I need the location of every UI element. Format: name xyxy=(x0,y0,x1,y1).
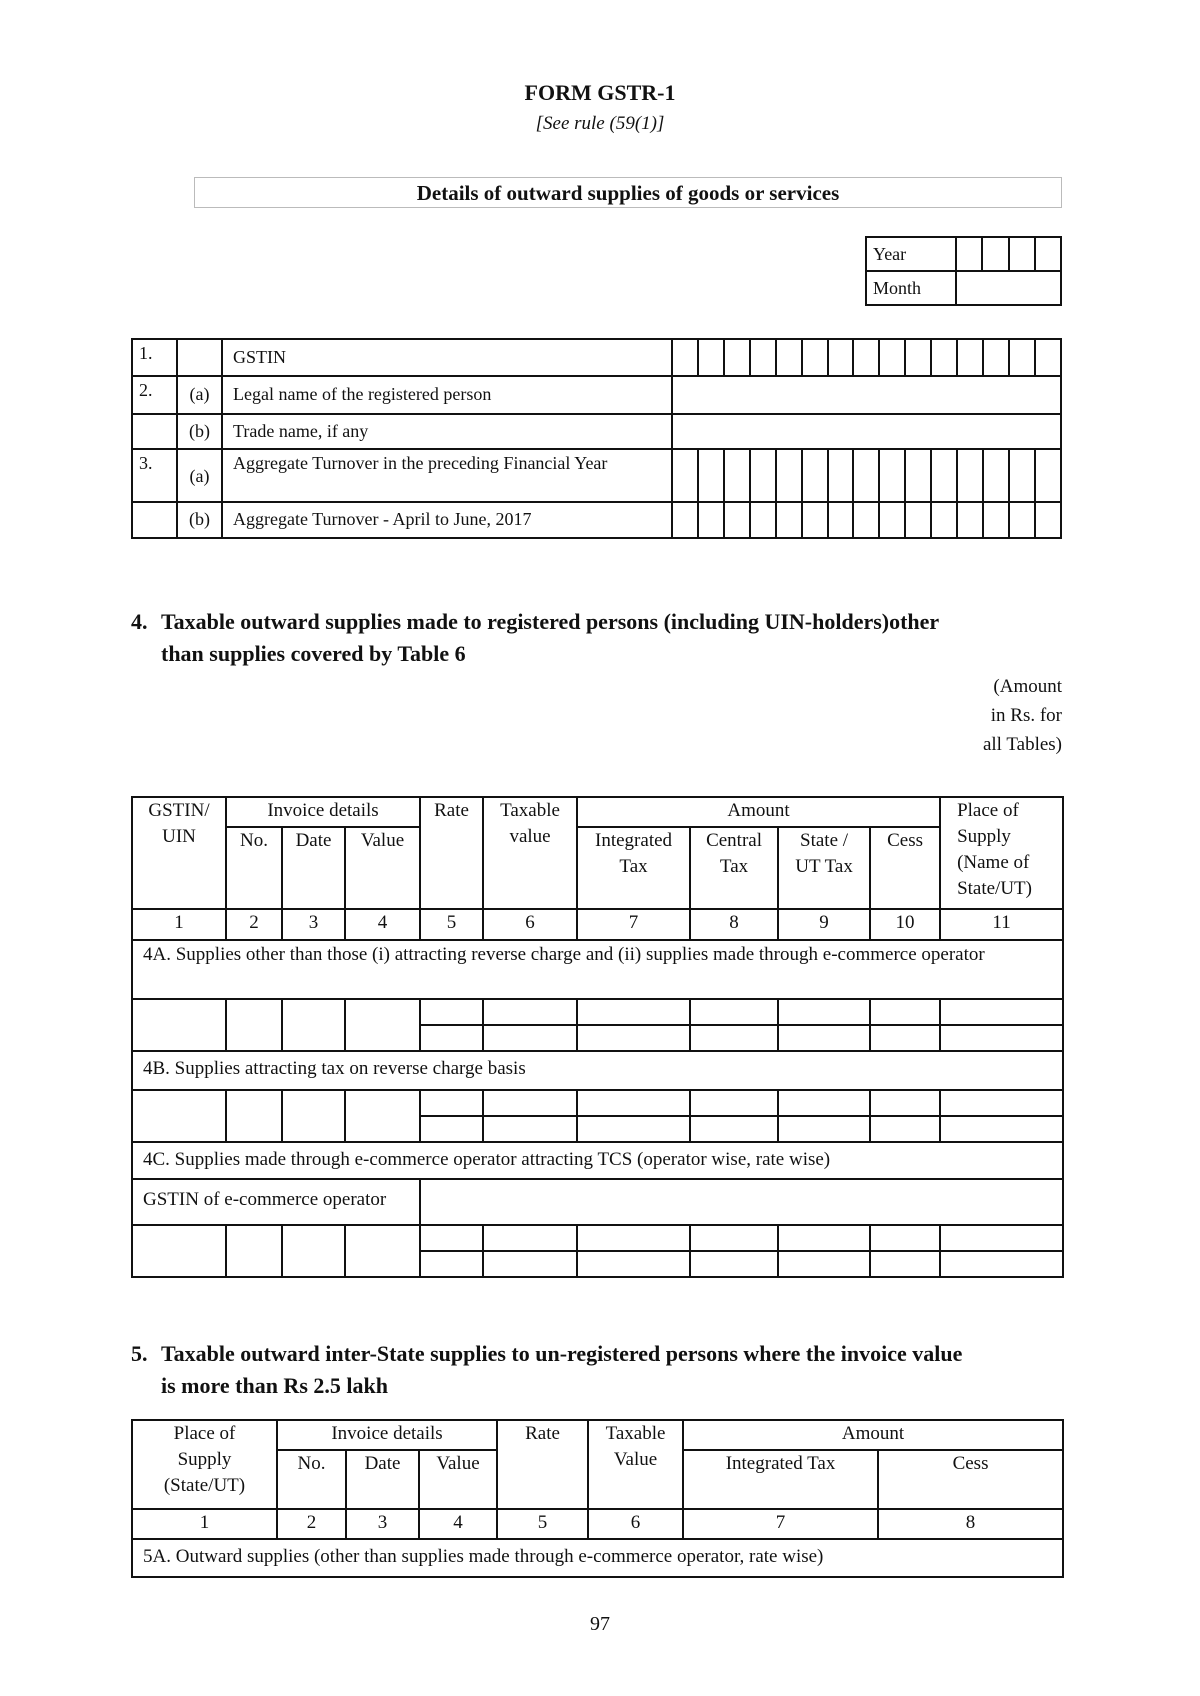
month-label: Month xyxy=(866,271,956,305)
header-place-of-supply: Place of Supply (State/UT) xyxy=(132,1420,277,1509)
turnover-digit-cell[interactable] xyxy=(750,449,776,502)
row-sub: (a) xyxy=(177,376,222,414)
amount-note xyxy=(940,672,1062,759)
data-cell[interactable] xyxy=(345,1225,420,1277)
turnover-preceding-label: Aggregate Turnover in the preceding Financial Year xyxy=(222,449,672,502)
header-place-of-supply: Place of Supply (Name of State/UT) xyxy=(940,797,1063,909)
turnover-digit-cell[interactable] xyxy=(957,502,983,538)
turnover-digit-cell[interactable] xyxy=(1035,502,1061,538)
header-rate: Rate xyxy=(420,797,483,909)
turnover-digit-cell[interactable] xyxy=(802,449,828,502)
header-date: Date xyxy=(282,827,345,909)
column-number: 9 xyxy=(778,909,870,940)
section-5-title-line1: Taxable outward inter-State supplies to un-registered persons where the invoice value xyxy=(161,1341,963,1366)
header-cess: Cess xyxy=(878,1450,1063,1509)
turnover-digit-cell[interactable] xyxy=(905,449,931,502)
month-cell[interactable] xyxy=(956,271,1061,305)
data-cell[interactable] xyxy=(577,1251,690,1277)
turnover-digit-cell[interactable] xyxy=(672,502,698,538)
data-cell[interactable] xyxy=(870,999,940,1025)
gstin-digit-cell[interactable] xyxy=(853,339,879,376)
turnover-digit-cell[interactable] xyxy=(931,449,957,502)
gstin-ecom-operator-label: GSTIN of e-commerce operator xyxy=(132,1179,420,1225)
turnover-digit-cell[interactable] xyxy=(802,502,828,538)
data-cell[interactable] xyxy=(577,1025,690,1051)
row-sub: (a) xyxy=(177,449,222,502)
trade-name-field[interactable] xyxy=(672,414,1061,449)
gstin-digit-cell[interactable] xyxy=(776,339,802,376)
section-5-number: 5. xyxy=(131,1341,148,1366)
section-5-heading xyxy=(131,1338,1071,1402)
data-cell[interactable] xyxy=(420,1116,483,1142)
column-number: 10 xyxy=(870,909,940,940)
data-cell[interactable] xyxy=(690,1116,778,1142)
data-cell[interactable] xyxy=(690,1225,778,1251)
turnover-digit-cell[interactable] xyxy=(853,449,879,502)
turnover-april-june-label: Aggregate Turnover - April to June, 2017 xyxy=(222,502,672,538)
amount-note-line: in Rs. for xyxy=(990,705,1062,726)
row-5a-label: 5A. Outward supplies (other than supplies made through e-commerce operator, rate wise) xyxy=(132,1539,1063,1577)
column-number: 5 xyxy=(420,909,483,940)
data-cell[interactable] xyxy=(420,1251,483,1277)
data-cell[interactable] xyxy=(282,999,345,1051)
row-number: 3. xyxy=(132,449,177,502)
gstin-digit-cell[interactable] xyxy=(1035,339,1061,376)
amount-note-line: (Amount xyxy=(993,676,1062,697)
gstin-label: GSTIN xyxy=(222,339,672,376)
data-cell[interactable] xyxy=(870,1225,940,1251)
turnover-digit-cell[interactable] xyxy=(983,502,1009,538)
data-cell[interactable] xyxy=(226,999,282,1051)
turnover-digit-cell[interactable] xyxy=(879,502,905,538)
data-cell[interactable] xyxy=(420,1025,483,1051)
section-4-heading xyxy=(131,606,1071,670)
gstin-ecom-operator-field[interactable] xyxy=(420,1179,1063,1225)
column-number: 5 xyxy=(497,1509,588,1539)
year-cell[interactable] xyxy=(1035,237,1061,271)
turnover-digit-cell[interactable] xyxy=(957,449,983,502)
gstin-digit-cell[interactable] xyxy=(905,339,931,376)
period-table xyxy=(865,236,1062,306)
data-cell[interactable] xyxy=(690,1090,778,1116)
data-cell[interactable] xyxy=(870,1025,940,1051)
gstin-digit-cell[interactable] xyxy=(698,339,724,376)
identity-table xyxy=(131,338,1062,539)
data-cell[interactable] xyxy=(778,1116,870,1142)
header-value: Value xyxy=(419,1450,497,1509)
row-sub: (b) xyxy=(177,414,222,449)
header-no: No. xyxy=(226,827,282,909)
data-cell[interactable] xyxy=(778,999,870,1025)
data-cell[interactable] xyxy=(132,1225,226,1277)
data-cell[interactable] xyxy=(577,1090,690,1116)
amount-note-line: all Tables) xyxy=(982,734,1062,755)
header-integrated-tax: Integrated Tax xyxy=(683,1450,878,1509)
turnover-digit-cell[interactable] xyxy=(698,449,724,502)
column-number: 1 xyxy=(132,1509,277,1539)
data-cell[interactable] xyxy=(483,1251,577,1277)
gstin-digit-cell[interactable] xyxy=(879,339,905,376)
row-sub xyxy=(177,339,222,376)
legal-name-label: Legal name of the registered person xyxy=(222,376,672,414)
data-cell[interactable] xyxy=(778,1025,870,1051)
header-taxable-value: Taxable Value xyxy=(588,1420,683,1509)
turnover-digit-cell[interactable] xyxy=(931,502,957,538)
gstin-digit-cell[interactable] xyxy=(750,339,776,376)
page-number: 97 xyxy=(590,1613,610,1635)
data-cell[interactable] xyxy=(940,1025,1063,1051)
data-cell[interactable] xyxy=(483,999,577,1025)
data-cell[interactable] xyxy=(870,1090,940,1116)
header-invoice-details: Invoice details xyxy=(277,1420,497,1450)
data-cell[interactable] xyxy=(345,999,420,1051)
data-cell[interactable] xyxy=(940,1090,1063,1116)
data-cell[interactable] xyxy=(870,1116,940,1142)
year-cell[interactable] xyxy=(1009,237,1035,271)
turnover-digit-cell[interactable] xyxy=(983,449,1009,502)
header-integrated-tax: Integrated Tax xyxy=(577,827,690,909)
data-cell[interactable] xyxy=(778,1251,870,1277)
legal-name-field[interactable] xyxy=(672,376,1061,414)
header-invoice-details: Invoice details xyxy=(226,797,420,827)
data-cell[interactable] xyxy=(940,1225,1063,1251)
header-date: Date xyxy=(346,1450,419,1509)
data-cell[interactable] xyxy=(226,1090,282,1142)
column-number: 6 xyxy=(483,909,577,940)
data-cell[interactable] xyxy=(345,1090,420,1142)
data-cell[interactable] xyxy=(132,999,226,1051)
data-cell[interactable] xyxy=(132,1090,226,1142)
row-number: 2. xyxy=(132,376,177,414)
data-cell[interactable] xyxy=(577,1225,690,1251)
column-number: 8 xyxy=(690,909,778,940)
data-cell[interactable] xyxy=(690,1251,778,1277)
section-5-title-line2: is more than Rs 2.5 lakh xyxy=(161,1373,388,1398)
header-gstin-uin: GSTIN/ UIN xyxy=(132,797,226,909)
header-amount: Amount xyxy=(683,1420,1063,1450)
row-sub: (b) xyxy=(177,502,222,538)
data-cell[interactable] xyxy=(940,1116,1063,1142)
column-number: 3 xyxy=(282,909,345,940)
column-number: 8 xyxy=(878,1509,1063,1539)
data-cell[interactable] xyxy=(483,1225,577,1251)
year-cell[interactable] xyxy=(982,237,1008,271)
form-title: FORM GSTR-1 xyxy=(524,80,676,105)
header-central-tax: Central Tax xyxy=(690,827,778,909)
gstin-digit-cell[interactable] xyxy=(724,339,750,376)
turnover-digit-cell[interactable] xyxy=(853,502,879,538)
gstin-digit-cell[interactable] xyxy=(1009,339,1035,376)
column-number: 11 xyxy=(940,909,1063,940)
column-number: 6 xyxy=(588,1509,683,1539)
data-cell[interactable] xyxy=(940,1251,1063,1277)
turnover-digit-cell[interactable] xyxy=(698,502,724,538)
gstin-digit-cell[interactable] xyxy=(802,339,828,376)
turnover-digit-cell[interactable] xyxy=(1009,502,1035,538)
section-4-title-line2: than supplies covered by Table 6 xyxy=(161,641,466,666)
header-rate: Rate xyxy=(497,1420,588,1509)
gstin-digit-cell[interactable] xyxy=(957,339,983,376)
data-cell[interactable] xyxy=(870,1251,940,1277)
gstin-digit-cell[interactable] xyxy=(931,339,957,376)
gstin-digit-cell[interactable] xyxy=(828,339,854,376)
turnover-digit-cell[interactable] xyxy=(750,502,776,538)
data-cell[interactable] xyxy=(282,1225,345,1277)
row-4c-label: 4C. Supplies made through e-commerce operator attracting TCS (operator wise, rate wise) xyxy=(132,1142,1063,1179)
header-taxable-value: Taxable value xyxy=(483,797,577,909)
column-number: 2 xyxy=(226,909,282,940)
turnover-digit-cell[interactable] xyxy=(724,502,750,538)
column-number: 4 xyxy=(345,909,420,940)
table-4 xyxy=(131,796,1064,1278)
column-number: 7 xyxy=(577,909,690,940)
turnover-digit-cell[interactable] xyxy=(879,449,905,502)
data-cell[interactable] xyxy=(778,1090,870,1116)
row-number: 1. xyxy=(132,339,177,376)
data-cell[interactable] xyxy=(420,1225,483,1251)
gstin-digit-cell[interactable] xyxy=(672,339,698,376)
data-cell[interactable] xyxy=(690,999,778,1025)
data-cell[interactable] xyxy=(483,1116,577,1142)
section-4-title-line1: Taxable outward supplies made to registered persons (including UIN-holders)other xyxy=(161,609,940,634)
data-cell[interactable] xyxy=(577,999,690,1025)
data-cell[interactable] xyxy=(483,1025,577,1051)
trade-name-label: Trade name, if any xyxy=(222,414,672,449)
turnover-digit-cell[interactable] xyxy=(672,449,698,502)
section-4-number: 4. xyxy=(131,609,148,634)
row-number xyxy=(132,502,177,538)
data-cell[interactable] xyxy=(226,1225,282,1277)
row-4a-label: 4A. Supplies other than those (i) attracting reverse charge and (ii) supplies made through e-commerce operator xyxy=(132,940,1063,999)
turnover-digit-cell[interactable] xyxy=(776,449,802,502)
header-value: Value xyxy=(345,827,420,909)
header-state-ut-tax: State / UT Tax xyxy=(778,827,870,909)
turnover-digit-cell[interactable] xyxy=(724,449,750,502)
row-4b-label: 4B. Supplies attracting tax on reverse charge basis xyxy=(132,1051,1063,1090)
column-number: 4 xyxy=(419,1509,497,1539)
data-cell[interactable] xyxy=(420,1090,483,1116)
year-cell[interactable] xyxy=(956,237,982,271)
year-label: Year xyxy=(866,237,956,271)
data-cell[interactable] xyxy=(282,1090,345,1142)
data-cell[interactable] xyxy=(577,1116,690,1142)
data-cell[interactable] xyxy=(690,1025,778,1051)
data-cell[interactable] xyxy=(483,1090,577,1116)
form-rule: [See rule (59(1)] xyxy=(535,113,665,134)
column-number: 3 xyxy=(346,1509,419,1539)
gstin-digit-cell[interactable] xyxy=(983,339,1009,376)
header-no: No. xyxy=(277,1450,346,1509)
column-number: 2 xyxy=(277,1509,346,1539)
turnover-digit-cell[interactable] xyxy=(1009,449,1035,502)
row-number xyxy=(132,414,177,449)
column-number: 1 xyxy=(132,909,226,940)
turnover-digit-cell[interactable] xyxy=(828,502,854,538)
data-cell[interactable] xyxy=(420,999,483,1025)
turnover-digit-cell[interactable] xyxy=(1035,449,1061,502)
header-amount: Amount xyxy=(577,797,940,827)
details-heading: Details of outward supplies of goods or services xyxy=(194,177,1062,208)
column-number: 7 xyxy=(683,1509,878,1539)
data-cell[interactable] xyxy=(778,1225,870,1251)
header-cess: Cess xyxy=(870,827,940,909)
turnover-digit-cell[interactable] xyxy=(828,449,854,502)
turnover-digit-cell[interactable] xyxy=(905,502,931,538)
table-5 xyxy=(131,1419,1064,1578)
data-cell[interactable] xyxy=(940,999,1063,1025)
turnover-digit-cell[interactable] xyxy=(776,502,802,538)
